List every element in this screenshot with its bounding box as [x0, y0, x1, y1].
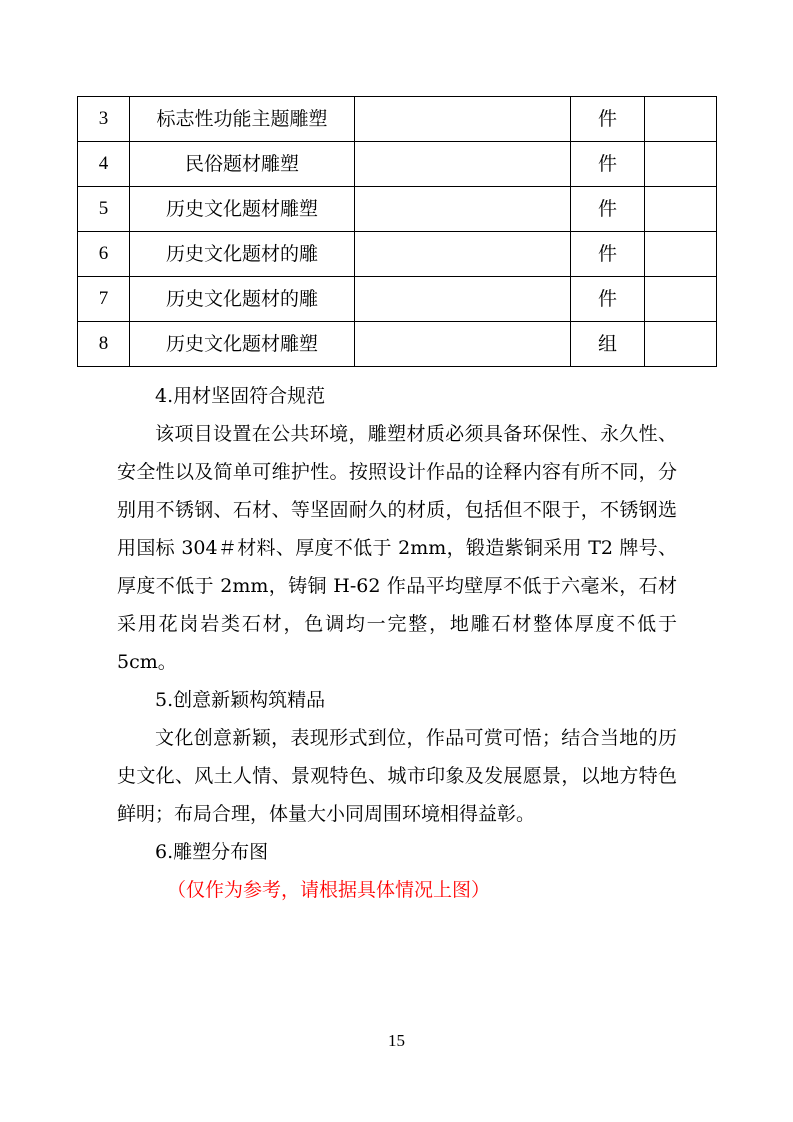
- item-number-cell: 5: [78, 187, 130, 232]
- item-quantity-cell: [645, 97, 717, 142]
- item-unit-cell: 件: [571, 187, 645, 232]
- item-spec-cell: [355, 97, 571, 142]
- item-name-cell: 历史文化题材的雕: [130, 277, 355, 322]
- item-spec-cell: [355, 322, 571, 367]
- item-number-cell: 6: [78, 232, 130, 277]
- section-5-heading: 5.创意新颖构筑精品: [155, 689, 326, 711]
- section-4-heading: 4.用材坚固符合规范: [155, 385, 326, 407]
- section-6-note: （仅作为参考，请根据具体情况上图）: [167, 879, 491, 901]
- table-row: [78, 277, 717, 322]
- table-row: [78, 142, 717, 187]
- table-row: [78, 232, 717, 277]
- item-quantity-cell: [645, 277, 717, 322]
- item-spec-cell: [355, 232, 571, 277]
- item-unit-cell: 件: [571, 277, 645, 322]
- sculpture-items-table: [77, 96, 717, 367]
- item-spec-cell: [355, 187, 571, 232]
- table-row: [78, 322, 717, 367]
- page-number: 15: [388, 1031, 405, 1050]
- body-text: [117, 377, 677, 909]
- item-number-cell: 7: [78, 277, 130, 322]
- item-name-cell: 历史文化题材雕塑: [130, 187, 355, 232]
- item-spec-cell: [355, 277, 571, 322]
- item-unit-cell: 组: [571, 322, 645, 367]
- table-body: [78, 97, 717, 367]
- item-unit-cell: 件: [571, 142, 645, 187]
- item-unit-cell: 件: [571, 232, 645, 277]
- item-name-cell: 历史文化题材雕塑: [130, 322, 355, 367]
- item-quantity-cell: [645, 142, 717, 187]
- table-row: [78, 187, 717, 232]
- item-name-cell: 历史文化题材的雕: [130, 232, 355, 277]
- item-number-cell: 4: [78, 142, 130, 187]
- item-spec-cell: [355, 142, 571, 187]
- item-quantity-cell: [645, 232, 717, 277]
- item-quantity-cell: [645, 322, 717, 367]
- item-unit-cell: 件: [571, 97, 645, 142]
- section-5-paragraph: 文化创意新颖，表现形式到位，作品可赏可悟；结合当地的历史文化、风土人情、景观特色、城市印象及发展愿景，以地方特色鲜明；布局合理，体量大小同周围环境相得益彰。: [117, 727, 677, 825]
- table-row: [78, 97, 717, 142]
- item-number-cell: 3: [78, 97, 130, 142]
- item-name-cell: 民俗题材雕塑: [130, 142, 355, 187]
- section-6-heading: 6.雕塑分布图: [155, 841, 269, 863]
- item-name-cell: 标志性功能主题雕塑: [130, 97, 355, 142]
- item-quantity-cell: [645, 187, 717, 232]
- item-number-cell: 8: [78, 322, 130, 367]
- section-4-paragraph: 该项目设置在公共环境，雕塑材质必须具备环保性、永久性、安全性以及简单可维护性。按照设计作品的诠释内容有所不同，分别用不锈钢、石材、等坚固耐久的材质，包括但不限于，不锈钢选用国标 304＃材料、厚度不低于 2mm，锻造紫铜采用 T2 牌号、厚度不低于 2mm，铸铜 H-62 作品平均壁厚不低于六毫米，石材采用花岗岩类石材，色调均一完整，地雕石材整体厚度不低于 5cm。: [117, 423, 677, 673]
